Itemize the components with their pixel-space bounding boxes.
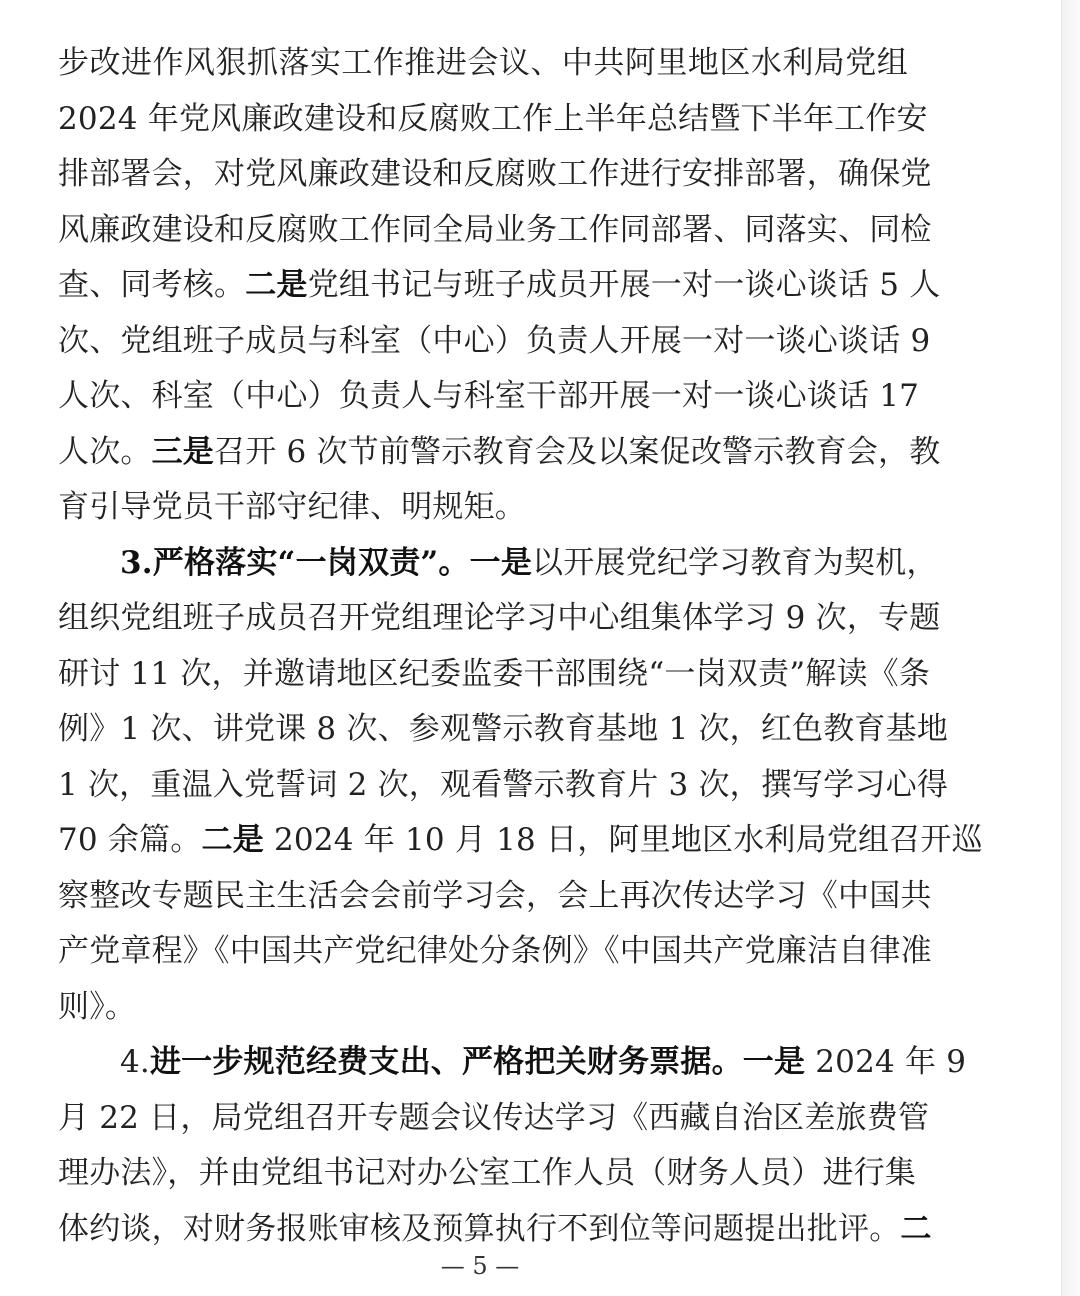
text-run: 体约谈，对财务报账审核及预算执行不到位等问题提出批评。 xyxy=(58,1210,901,1247)
text-run: 人次。 xyxy=(58,433,152,470)
text-line: 2024 年党风廉政建设和反腐败工作上半年总结暨下半年工作安 xyxy=(58,100,928,137)
text-line: 排部署会，对党风廉政建设和反腐败工作进行安排部署，确保党 xyxy=(58,156,932,192)
text-line: 察整改专题民主生活会会前学习会，会上再次传达学习《中国共 xyxy=(58,877,932,914)
bold-marker: 二 xyxy=(900,1210,932,1247)
section-number: 4. xyxy=(120,1044,150,1080)
text-line: 理办法》，并由党组书记对办公室工作人员（财务人员）进行集 xyxy=(58,1155,917,1191)
section-heading: 进一步规范经费支出、严格把关财务票据。一是 xyxy=(149,1044,806,1080)
text-line: 例》1 次、讲党课 8 次、参观警示教育基地 1 次，红色教育基地 xyxy=(58,711,949,747)
text-line xyxy=(58,813,983,869)
text-line: 育引导党员干部守纪律、明规矩。 xyxy=(58,489,526,525)
text-line: 月 22 日，局党组召开专题会议传达学习《西藏自治区差旅费管 xyxy=(58,1099,930,1136)
bold-marker: 二是 xyxy=(245,267,308,303)
text-line xyxy=(58,258,941,314)
text-line: 研讨 11 次，并邀请地区纪委监委干部围绕“一岗双责”解读《条 xyxy=(58,655,931,692)
text-run: 2024 年 9 xyxy=(805,1044,967,1080)
text-run: 查、同考核。 xyxy=(58,267,246,303)
text-line xyxy=(58,1035,967,1091)
text-line: 次、党组班子成员与科室（中心）负责人开展一对一谈心谈话 9 xyxy=(58,322,931,359)
viewer-edge xyxy=(1061,0,1080,1296)
document-body xyxy=(58,36,983,1257)
text-line xyxy=(58,1202,932,1258)
text-line: 人次、科室（中心）负责人与科室干部开展一对一谈心谈话 17 xyxy=(58,378,920,414)
text-line: 产党章程》《中国共产党纪律处分条例》《中国共产党廉洁自律准 xyxy=(58,933,932,969)
text-run: 以开展党纪学习教育为契机， xyxy=(532,544,938,581)
text-line: 组织党组班子成员召开党组理论学习中心组集体学习 9 次，专题 xyxy=(58,600,941,636)
text-line: 步改进作风狠抓落实工作推进会议、中共阿里地区水利局党组 xyxy=(58,45,908,81)
text-run: 党组书记与班子成员开展一对一谈心谈话 5 人 xyxy=(307,267,941,303)
section-heading: 3.严格落实“一岗双责”。一是 xyxy=(120,544,533,581)
bold-marker: 三是 xyxy=(151,433,215,470)
text-run: 2024 年 10 月 18 日，阿里地区水利局党组召开巡 xyxy=(263,822,983,858)
text-line xyxy=(58,536,938,592)
text-run: 召开 6 次节前警示教育会及以案促改警示教育会，教 xyxy=(214,433,941,470)
text-line xyxy=(58,425,941,481)
text-line: 1 次，重温入党誓词 2 次，观看警示教育片 3 次，撰写学习心得 xyxy=(58,766,949,803)
text-line: 风廉政建设和反腐败工作同全局业务工作同部署、同落实、同检 xyxy=(58,211,932,248)
page-number: — 5 — xyxy=(440,1252,520,1280)
text-run: 70 余篇。 xyxy=(58,822,202,858)
bold-marker: 二是 xyxy=(201,822,264,858)
text-line: 则》。 xyxy=(58,988,137,1025)
